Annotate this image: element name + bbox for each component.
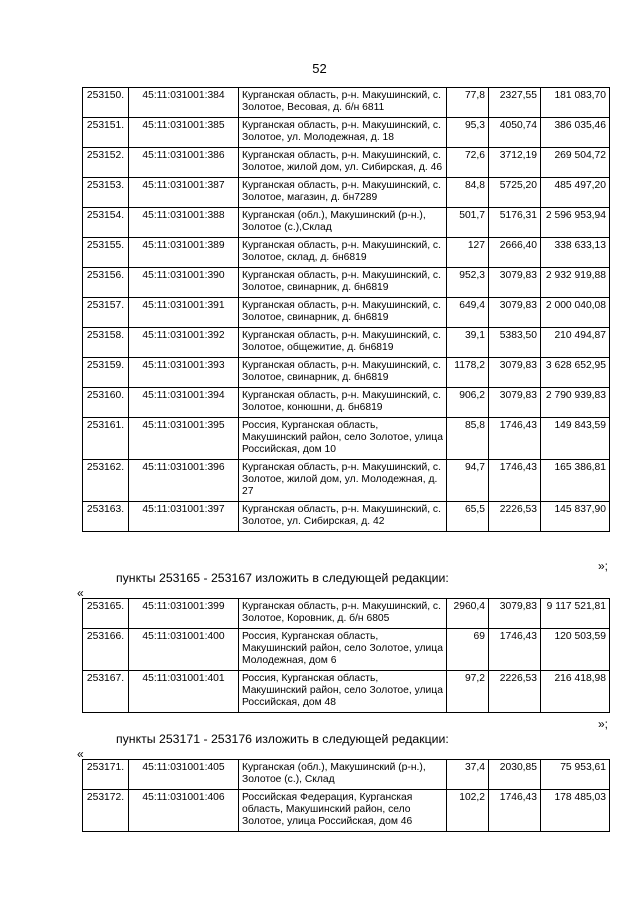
table-row	[83, 629, 610, 671]
rate-cell: 2226,53	[489, 502, 541, 532]
cadastral-number-cell: 45:11:031001:389	[129, 238, 239, 268]
area-cell: 952,3	[447, 268, 489, 298]
cadastral-number-cell: 45:11:031001:401	[129, 671, 239, 713]
cadastral-number-cell: 45:11:031001:392	[129, 328, 239, 358]
table-row	[83, 358, 610, 388]
rate-cell: 3079,83	[489, 268, 541, 298]
cadastral-number-cell: 45:11:031001:396	[129, 460, 239, 502]
cadastral-number-cell: 45:11:031001:395	[129, 418, 239, 460]
page-number: 52	[312, 61, 327, 76]
address-cell: Россия, Курганская область, Макушинский район, село Золотое, улица Молодежная, дом 6	[239, 629, 447, 671]
rate-cell: 2030,85	[489, 760, 541, 790]
address-cell: Курганская область, р-н. Макушинский, с. Золотое, свинарник, д. бн6819	[239, 298, 447, 328]
table-body	[83, 88, 610, 532]
address-cell: Курганская область, р-н. Макушинский, с. Золотое, свинарник, д. бн6819	[239, 268, 447, 298]
table-row	[83, 460, 610, 502]
rate-cell: 1746,43	[489, 460, 541, 502]
area-cell: 102,2	[447, 790, 489, 832]
area-cell: 77,8	[447, 88, 489, 118]
row-number-cell: 253155.	[83, 238, 129, 268]
table-row	[83, 388, 610, 418]
rate-cell: 3079,83	[489, 388, 541, 418]
row-number-cell: 253171.	[83, 760, 129, 790]
table-row	[83, 88, 610, 118]
rate-cell: 3079,83	[489, 599, 541, 629]
row-number-cell: 253151.	[83, 118, 129, 148]
rate-cell: 5383,50	[489, 328, 541, 358]
area-cell: 501,7	[447, 208, 489, 238]
area-cell: 649,4	[447, 298, 489, 328]
address-cell: Курганская область, р-н. Макушинский, с. Золотое, свинарник, д. бн6819	[239, 358, 447, 388]
address-cell: Курганская область, р-н. Макушинский, с. Золотое, Коровник, д. б/н 6805	[239, 599, 447, 629]
opening-quote-1: «	[77, 586, 84, 600]
table-row	[83, 238, 610, 268]
value-cell: 3 628 652,95	[541, 358, 610, 388]
value-cell: 485 497,20	[541, 178, 610, 208]
table-row	[83, 148, 610, 178]
value-cell: 2 000 040,08	[541, 298, 610, 328]
property-table-3	[82, 759, 610, 832]
table-body	[83, 599, 610, 713]
cadastral-number-cell: 45:11:031001:405	[129, 760, 239, 790]
value-cell: 338 633,13	[541, 238, 610, 268]
value-cell: 178 485,03	[541, 790, 610, 832]
area-cell: 95,3	[447, 118, 489, 148]
value-cell: 210 494,87	[541, 328, 610, 358]
address-cell: Курганская область, р-н. Макушинский, с. Золотое, ул. Сибирская, д. 42	[239, 502, 447, 532]
instruction-1: пункты 253165 - 253167 изложить в следующей редакции:	[116, 571, 449, 585]
address-cell: Курганская область, р-н. Макушинский, с. Золотое, конюшни, д. бн6819	[239, 388, 447, 418]
address-cell: Курганская область, р-н. Макушинский, с. Золотое, общежитие, д. бн6819	[239, 328, 447, 358]
row-number-cell: 253154.	[83, 208, 129, 238]
row-number-cell: 253165.	[83, 599, 129, 629]
row-number-cell: 253167.	[83, 671, 129, 713]
address-cell: Курганская область, р-н. Макушинский, с. Золотое, ул. Молодежная, д. 18	[239, 118, 447, 148]
cadastral-number-cell: 45:11:031001:386	[129, 148, 239, 178]
cadastral-number-cell: 45:11:031001:400	[129, 629, 239, 671]
table-row	[83, 298, 610, 328]
rate-cell: 3712,19	[489, 148, 541, 178]
row-number-cell: 253159.	[83, 358, 129, 388]
area-cell: 94,7	[447, 460, 489, 502]
table-row	[83, 118, 610, 148]
area-cell: 85,8	[447, 418, 489, 460]
value-cell: 269 504,72	[541, 148, 610, 178]
rate-cell: 1746,43	[489, 418, 541, 460]
value-cell: 2 932 919,88	[541, 268, 610, 298]
area-cell: 906,2	[447, 388, 489, 418]
row-number-cell: 253161.	[83, 418, 129, 460]
area-cell: 69	[447, 629, 489, 671]
table-row	[83, 178, 610, 208]
address-cell: Курганская область, р-н. Макушинский, с. Золотое, Весовая, д. б/н 6811	[239, 88, 447, 118]
cadastral-number-cell: 45:11:031001:397	[129, 502, 239, 532]
area-cell: 1178,2	[447, 358, 489, 388]
cadastral-number-cell: 45:11:031001:388	[129, 208, 239, 238]
rate-cell: 5725,20	[489, 178, 541, 208]
row-number-cell: 253160.	[83, 388, 129, 418]
area-cell: 39,1	[447, 328, 489, 358]
value-cell: 149 843,59	[541, 418, 610, 460]
value-cell: 181 083,70	[541, 88, 610, 118]
address-cell: Курганская область, р-н. Макушинский, с. Золотое, склад, д. бн6819	[239, 238, 447, 268]
closing-quote-1: »;	[597, 559, 608, 573]
table-row	[83, 328, 610, 358]
address-cell: Курганская область, р-н. Макушинский, с. Золотое, магазин, д. бн7289	[239, 178, 447, 208]
value-cell: 2 596 953,94	[541, 208, 610, 238]
row-number-cell: 253150.	[83, 88, 129, 118]
cadastral-number-cell: 45:11:031001:406	[129, 790, 239, 832]
table-row	[83, 268, 610, 298]
rate-cell: 5176,31	[489, 208, 541, 238]
rate-cell: 3079,83	[489, 358, 541, 388]
row-number-cell: 253163.	[83, 502, 129, 532]
table-row	[83, 790, 610, 832]
rate-cell: 4050,74	[489, 118, 541, 148]
address-cell: Курганская (обл.), Макушинский (р-н.), Золотое (с.),Склад	[239, 208, 447, 238]
cadastral-number-cell: 45:11:031001:391	[129, 298, 239, 328]
table-row	[83, 671, 610, 713]
property-table-1	[82, 87, 610, 532]
row-number-cell: 253152.	[83, 148, 129, 178]
value-cell: 165 386,81	[541, 460, 610, 502]
row-number-cell: 253172.	[83, 790, 129, 832]
value-cell: 145 837,90	[541, 502, 610, 532]
value-cell: 75 953,61	[541, 760, 610, 790]
value-cell: 120 503,59	[541, 629, 610, 671]
value-cell: 9 117 521,81	[541, 599, 610, 629]
opening-quote-2: «	[77, 747, 84, 761]
row-number-cell: 253166.	[83, 629, 129, 671]
row-number-cell: 253153.	[83, 178, 129, 208]
rate-cell: 2666,40	[489, 238, 541, 268]
cadastral-number-cell: 45:11:031001:384	[129, 88, 239, 118]
row-number-cell: 253157.	[83, 298, 129, 328]
table-body	[83, 760, 610, 832]
address-cell: Курганская (обл.), Макушинский (р-н.), Золотое (с.), Склад	[239, 760, 447, 790]
row-number-cell: 253162.	[83, 460, 129, 502]
row-number-cell: 253158.	[83, 328, 129, 358]
table-row	[83, 208, 610, 238]
value-cell: 216 418,98	[541, 671, 610, 713]
cadastral-number-cell: 45:11:031001:385	[129, 118, 239, 148]
value-cell: 386 035,46	[541, 118, 610, 148]
table-row	[83, 760, 610, 790]
area-cell: 2960,4	[447, 599, 489, 629]
rate-cell: 1746,43	[489, 790, 541, 832]
property-table-2	[82, 598, 610, 713]
table-row	[83, 599, 610, 629]
cadastral-number-cell: 45:11:031001:390	[129, 268, 239, 298]
rate-cell: 2327,55	[489, 88, 541, 118]
table-row	[83, 418, 610, 460]
cadastral-number-cell: 45:11:031001:393	[129, 358, 239, 388]
area-cell: 37,4	[447, 760, 489, 790]
address-cell: Россия, Курганская область, Макушинский район, село Золотое, улица Российская, дом 10	[239, 418, 447, 460]
area-cell: 84,8	[447, 178, 489, 208]
table-row	[83, 502, 610, 532]
cadastral-number-cell: 45:11:031001:387	[129, 178, 239, 208]
rate-cell: 1746,43	[489, 629, 541, 671]
area-cell: 65,5	[447, 502, 489, 532]
address-cell: Курганская область, р-н. Макушинский, с. Золотое, жилой дом, ул. Молодежная, д. 27	[239, 460, 447, 502]
address-cell: Российская Федерация, Курганская область, Макушинский район, село Золотое, улица Российская, дом 46	[239, 790, 447, 832]
cadastral-number-cell: 45:11:031001:399	[129, 599, 239, 629]
value-cell: 2 790 939,83	[541, 388, 610, 418]
instruction-2: пункты 253171 - 253176 изложить в следующей редакции:	[116, 732, 449, 746]
rate-cell: 2226,53	[489, 671, 541, 713]
closing-quote-2: »;	[597, 717, 608, 731]
row-number-cell: 253156.	[83, 268, 129, 298]
area-cell: 97,2	[447, 671, 489, 713]
cadastral-number-cell: 45:11:031001:394	[129, 388, 239, 418]
address-cell: Курганская область, р-н. Макушинский, с. Золотое, жилой дом, ул. Сибирская, д. 46	[239, 148, 447, 178]
address-cell: Россия, Курганская область, Макушинский район, село Золотое, улица Российская, дом 48	[239, 671, 447, 713]
area-cell: 127	[447, 238, 489, 268]
area-cell: 72,6	[447, 148, 489, 178]
rate-cell: 3079,83	[489, 298, 541, 328]
